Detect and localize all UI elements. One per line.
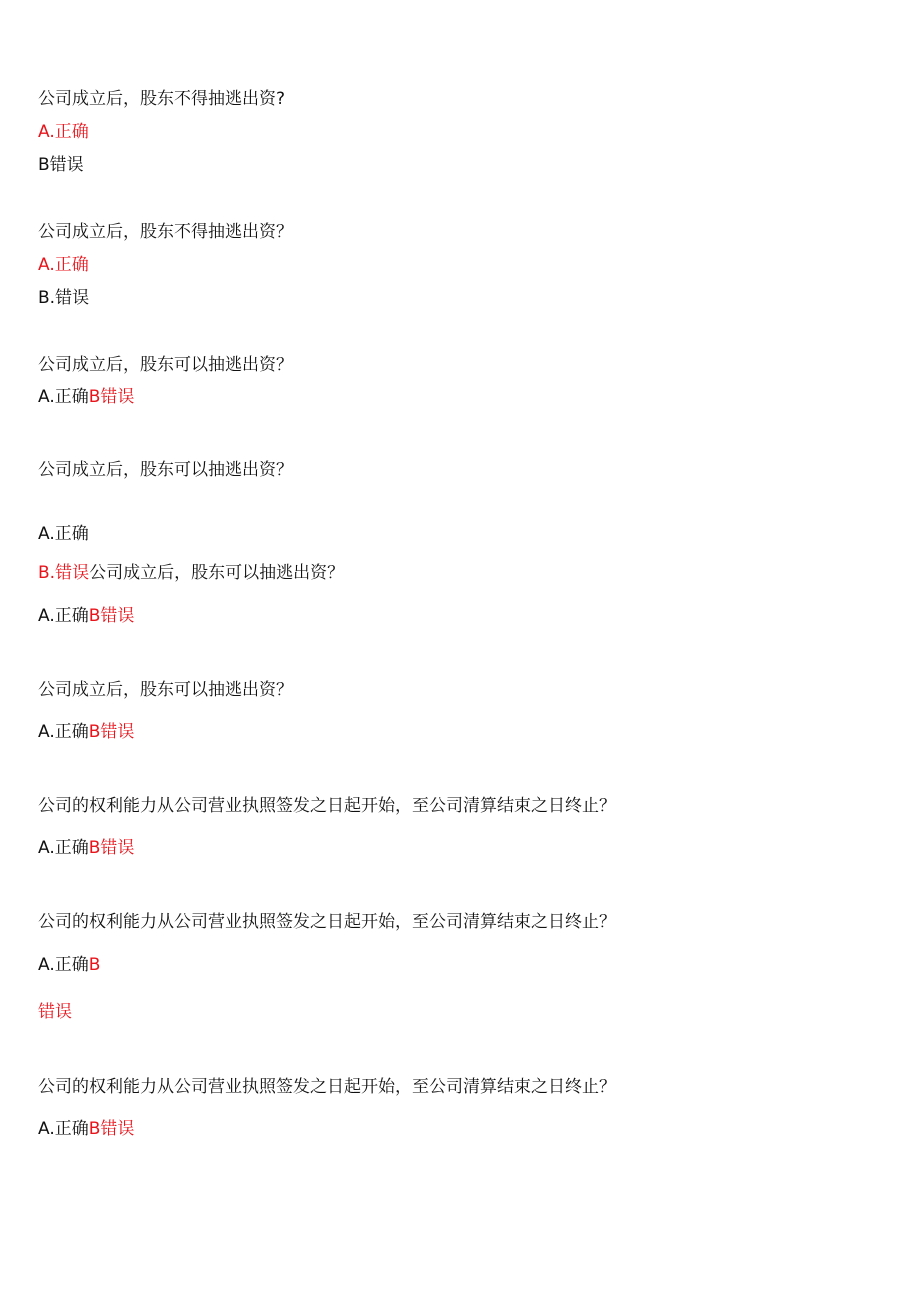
question-5-option-b: B错误 (88, 606, 135, 626)
question-9-text: 公司的权利能力从公司营业执照签发之日起开始，至公司清算结束之日终止？ (38, 1077, 616, 1097)
question-5-options (38, 605, 134, 627)
question-9-option-a: A.正确 (38, 1119, 89, 1139)
question-8-option-b-prefix: B (88, 955, 101, 975)
question-2-text: 公司成立后，股东不得抽逃出资？ (38, 222, 293, 242)
question-6-option-b: B错误 (88, 722, 135, 742)
question-7-option-a: A.正确 (38, 838, 89, 858)
question-3-text: 公司成立后，股东可以抽逃出资？ (38, 355, 293, 375)
question-6-option-a: A.正确 (38, 722, 89, 742)
question-4-b-and-question-5-line (38, 562, 344, 584)
question-7-options (38, 837, 134, 859)
question-8-option-a: A.正确 (38, 955, 89, 975)
question-1-option-b: B错误 (38, 155, 84, 175)
question-1-text: 公司成立后，股东不得抽逃出资? (38, 89, 286, 109)
question-3-options (38, 386, 134, 408)
question-5-text: 公司成立后，股东可以抽逃出资？ (89, 563, 345, 583)
question-4-option-a: A.正确 (38, 524, 89, 544)
question-7-option-b: B错误 (88, 838, 135, 858)
question-3-option-a: A.正确 (38, 387, 89, 407)
question-4-option-b: B.错误 (38, 563, 90, 583)
question-6-options (38, 721, 134, 743)
question-9-options (38, 1118, 134, 1140)
question-6-text: 公司成立后，股东可以抽逃出资？ (38, 680, 293, 700)
question-9-option-b: B错误 (88, 1119, 135, 1139)
question-2-option-b: B.错误 (38, 288, 90, 308)
question-4-text: 公司成立后，股东可以抽逃出资？ (38, 460, 293, 480)
question-7-text: 公司的权利能力从公司营业执照签发之日起开始，至公司清算结束之日终止？ (38, 796, 616, 816)
question-2-option-a: A.正确 (38, 255, 89, 275)
question-8-text: 公司的权利能力从公司营业执照签发之日起开始，至公司清算结束之日终止？ (38, 912, 616, 932)
question-8-options (38, 954, 100, 976)
question-8-option-b-label: 错误 (38, 1002, 72, 1022)
question-1-option-a: A.正确 (38, 122, 89, 142)
question-3-option-b: B错误 (88, 387, 135, 407)
question-5-option-a: A.正确 (38, 606, 89, 626)
